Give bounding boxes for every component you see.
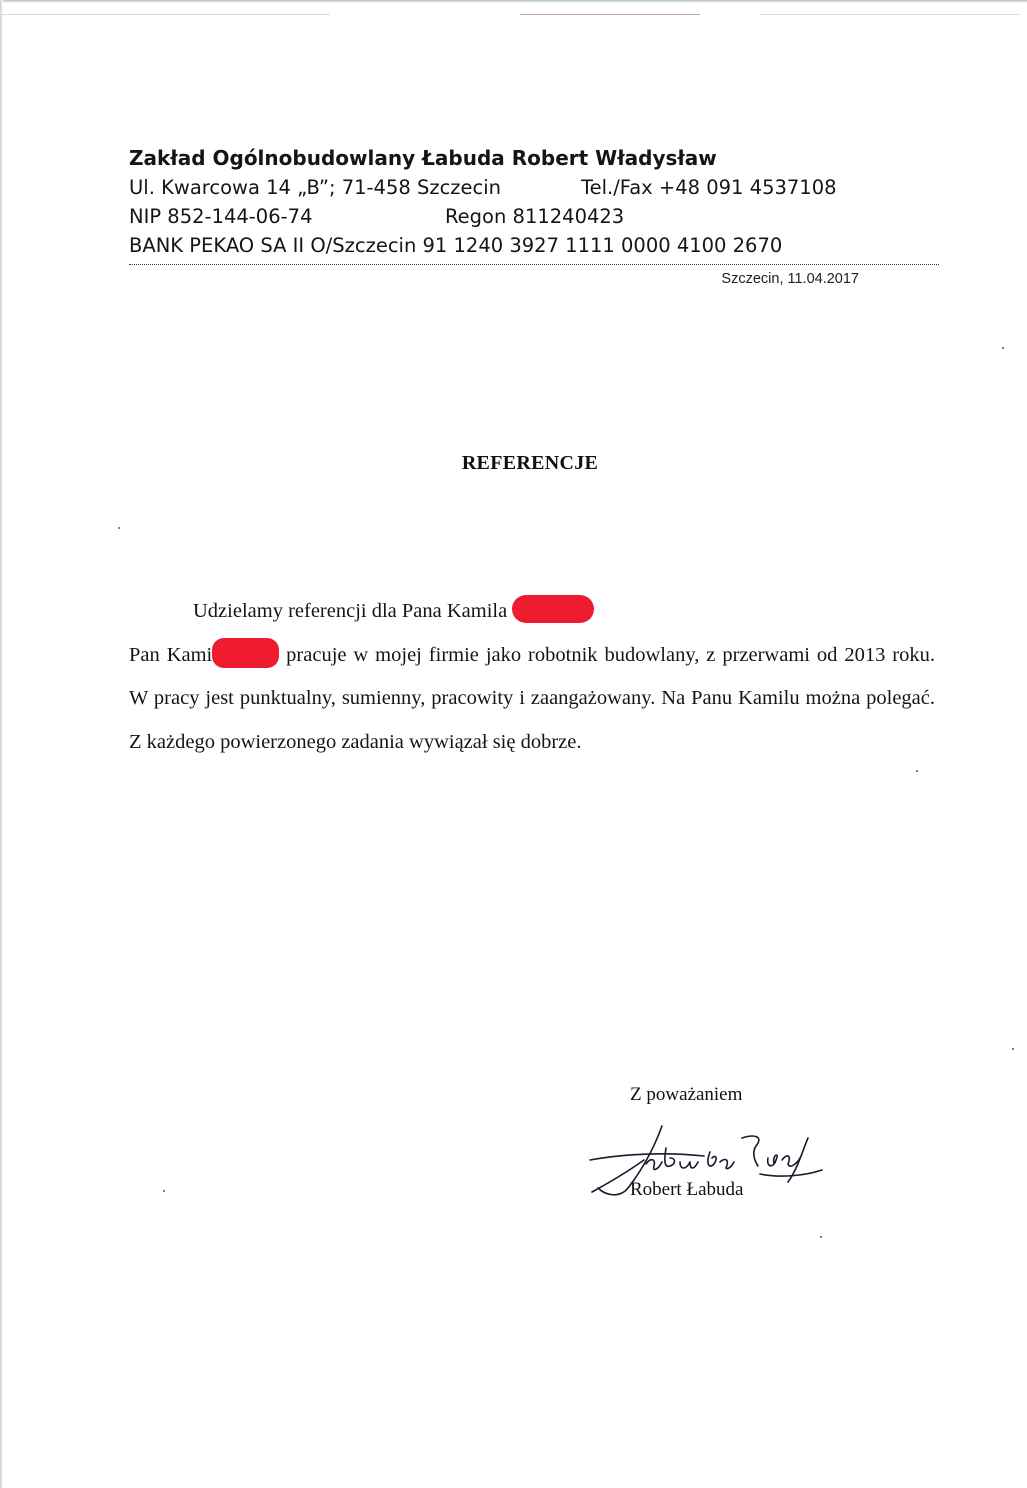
scan-edge-top — [0, 0, 1027, 3]
surname-redaction — [512, 595, 594, 623]
body-paragraph-2 — [129, 634, 935, 765]
scan-artifact-line — [520, 14, 700, 15]
scan-speck — [916, 770, 918, 772]
signer-name: Robert Łabuda — [630, 1179, 744, 1200]
company-regon: Regon 811240423 — [445, 205, 625, 228]
scan-speck — [1002, 347, 1004, 349]
surname-redaction — [212, 638, 279, 668]
scan-edge-left — [0, 0, 3, 1488]
scan-speck — [163, 1190, 165, 1192]
tax-row — [129, 202, 782, 231]
letter-body — [129, 590, 935, 764]
company-address: Ul. Kwarcowa 14 „B”; 71-458 Szczecin — [129, 176, 502, 199]
company-bank: BANK PEKAO SA II O/Szczecin 91 1240 3927 1111 0000 4100 2670 — [129, 234, 783, 257]
company-phone: Tel./Fax +48 091 4537108 — [581, 176, 837, 199]
document-title: REFERENCJE — [461, 452, 599, 474]
body-text-segment: Pan Kami — [129, 643, 213, 666]
body-text-segment: pracuje w mojej firmie jako robotnik budowlany, z przerwami od 2013 roku. W pracy jest punktualny, sumienny, pracowity i zaangażowany. Na Panu Kamilu można polegać. Z każdego powierzonego zadania wywiązał się dobrze. — [129, 643, 935, 753]
letterhead — [129, 144, 837, 260]
scan-artifact-line — [760, 14, 1020, 15]
scan-speck — [1012, 1048, 1014, 1050]
letterhead-divider — [129, 264, 939, 265]
address-row — [129, 173, 837, 202]
body-paragraph-1 — [129, 590, 935, 634]
company-name: Zakład Ogólnobudowlany Łabuda Robert Władysław — [129, 146, 717, 170]
scan-speck — [820, 1236, 822, 1238]
scan-speck — [118, 527, 120, 529]
company-nip: NIP 852-144-06-74 — [129, 205, 313, 228]
letter-date: Szczecin, 11.04.2017 — [721, 271, 859, 287]
body-text-segment: Udzielamy referencji dla Pana Kamila — [193, 600, 508, 622]
scan-artifact-line — [0, 14, 330, 15]
closing-phrase: Z poważaniem — [630, 1084, 743, 1105]
